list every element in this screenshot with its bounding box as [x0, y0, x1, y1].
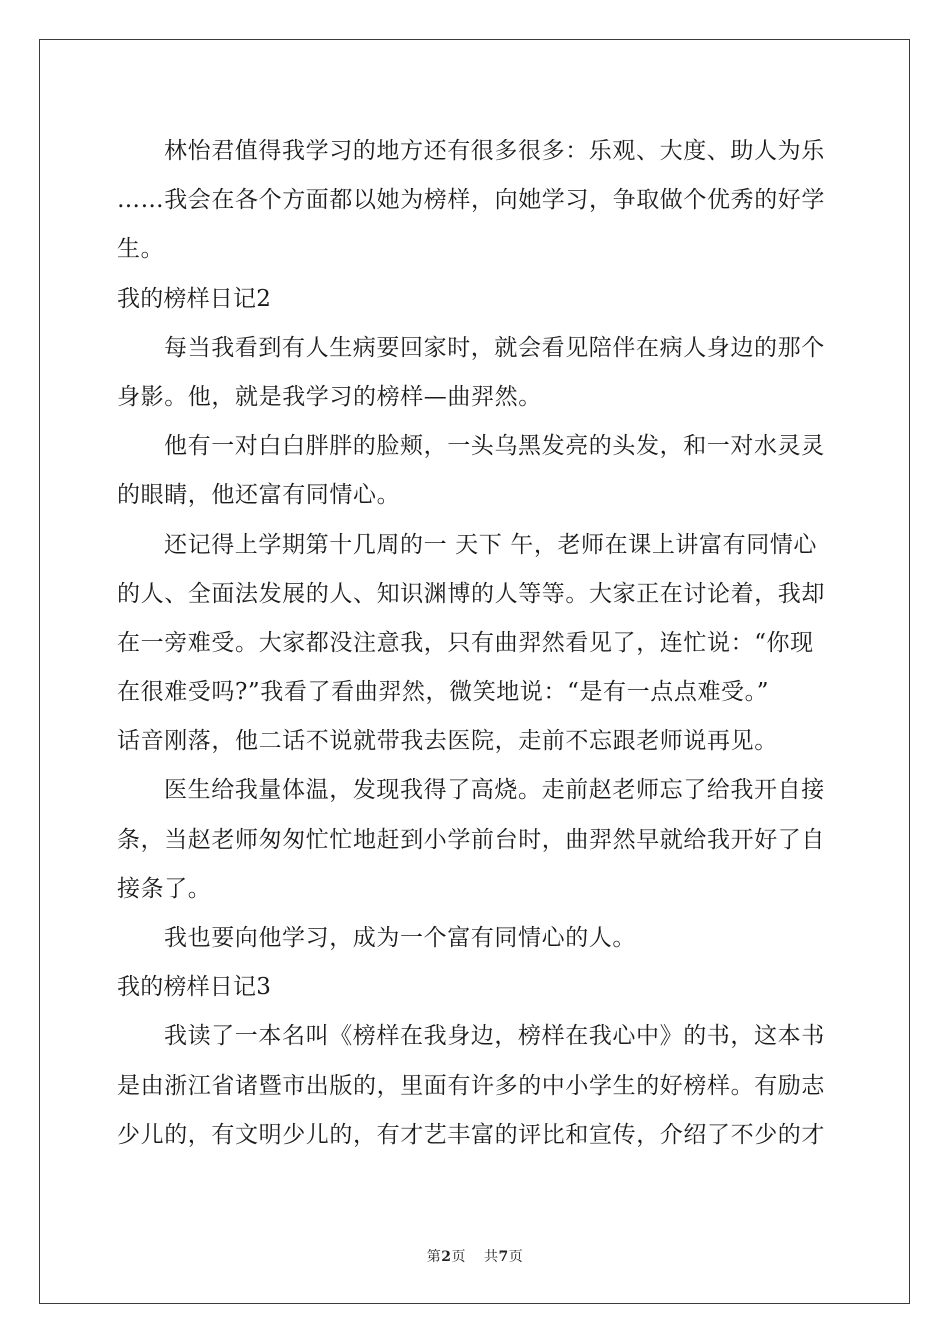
- page-footer: [0, 1246, 950, 1266]
- paragraph-line: 我读了一本名叫《榜样在我身边，榜样在我心中》的书，这本书: [164, 1023, 825, 1050]
- section-heading: 我的榜样日记2: [117, 285, 272, 312]
- page-number: 2: [441, 1249, 452, 1265]
- total-label-suffix: 页: [508, 1249, 524, 1265]
- total-pages: 7: [498, 1249, 509, 1265]
- paragraph-line: 接条了。: [117, 875, 212, 902]
- paragraph-line: 话音刚落，他二话不说就带我去医院，走前不忘跟老师说再见。: [117, 728, 778, 755]
- paragraph-line: 生。: [117, 236, 165, 263]
- paragraph-line: 每当我看到有人生病要回家时，就会看见陪伴在病人身边的那个: [164, 334, 825, 361]
- paragraph-line: 条，当赵老师匆匆忙忙地赶到小学前台时，曲羿然早就给我开好了自: [117, 826, 825, 853]
- paragraph-line: 我也要向他学习，成为一个富有同情心的人。: [164, 925, 636, 951]
- page-label-prefix: 第: [426, 1249, 442, 1265]
- paragraph-line: 在很难受吗?”我看了看曲羿然，微笑地说：“是有一点点难受。”: [117, 679, 770, 706]
- paragraph-line: 身影。他，就是我学习的榜样—曲羿然。: [117, 383, 542, 410]
- paragraph-line: 是由浙江省诸暨市出版的，里面有许多的中小学生的好榜样。有励志: [117, 1072, 825, 1099]
- paragraph-line: 还记得上学期第十几周的一 天下 午，老师在课上讲富有同情心: [164, 531, 818, 558]
- paragraph-line: 他有一对白白胖胖的脸颊，一头乌黑发亮的头发，和一对水灵灵: [164, 433, 825, 460]
- paragraph-line: 少儿的，有文明少儿的，有才艺丰富的评比和宣传，介绍了不少的才: [117, 1121, 825, 1148]
- paragraph-line: ……我会在各个方面都以她为榜样，向她学习，争取做个优秀的好学: [117, 187, 825, 214]
- total-label-prefix: 共: [484, 1249, 499, 1265]
- paragraph-line: 的眼睛，他还富有同情心。: [117, 482, 401, 509]
- paragraph-line: 的人、全面法发展的人、知识渊博的人等等。大家正在讨论着，我却: [117, 580, 825, 607]
- document-body: [117, 127, 833, 1160]
- paragraph-line: 在一旁难受。大家都没注意我，只有曲羿然看见了，连忙说：“你现: [117, 629, 814, 656]
- paragraph-line: 林怡君值得我学习的地方还有很多很多：乐观、大度、助人为乐: [164, 138, 825, 164]
- page-label-suffix: 页: [451, 1249, 466, 1265]
- paragraph-line: 医生给我量体温，发现我得了高烧。走前赵老师忘了给我开自接: [164, 777, 825, 804]
- section-heading: 我的榜样日记3: [117, 974, 272, 1001]
